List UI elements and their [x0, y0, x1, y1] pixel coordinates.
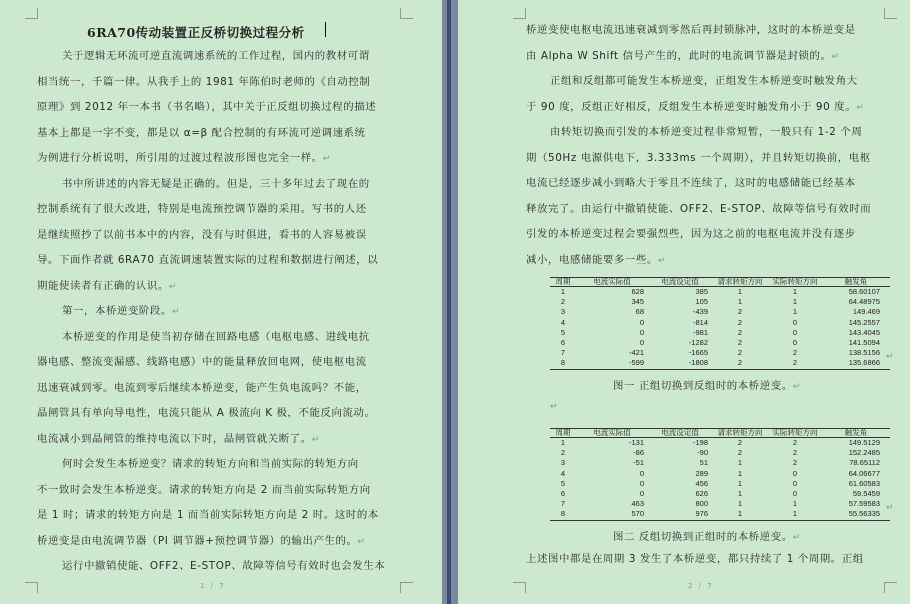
- text-line[interactable]: 导。下面作者就 6RA70 直流调速装置实际的过程和数据进行阐述，以: [37, 254, 379, 266]
- table-cell: 0: [792, 478, 798, 488]
- table-cell: 141.5094: [848, 338, 880, 348]
- corner-mark: [884, 582, 897, 593]
- text-line[interactable]: 本桥逆变的作用是使当初存储在回路电感（电枢电感、进线电抗: [62, 331, 370, 343]
- table-cell: 8: [550, 358, 576, 369]
- table-cell: 0: [792, 317, 798, 327]
- text-cursor: [325, 22, 326, 37]
- table-cell: 58.60107: [848, 287, 880, 296]
- paragraph-mark: ↵: [311, 435, 320, 445]
- table-cell: 345: [631, 297, 644, 307]
- paragraph-mark: ↵: [357, 537, 366, 547]
- table-cell: 4: [560, 317, 566, 327]
- text-line[interactable]: 运行中撤销使能、OFF2、E-STOP、故障等信号有效时也会发生本: [62, 560, 386, 572]
- paragraph-mark: ↵: [792, 533, 801, 543]
- table-cell: 138.5156: [848, 348, 880, 358]
- table-caption[interactable]: 图二 反组切换到正组时的本桥逆变。↵: [613, 531, 801, 543]
- table-row: [550, 438, 890, 449]
- text-line[interactable]: 控制系统有了很大改进，特别是电流预控调节器的采用。写书的人还: [37, 203, 367, 215]
- table-cell: 0: [639, 478, 644, 488]
- table-cell: 68: [635, 307, 644, 317]
- table-cell: 0: [792, 489, 798, 499]
- table-header-row: [550, 278, 890, 287]
- page-divider: [442, 0, 458, 604]
- text-line[interactable]: 于 90 度，反组正好相反，反组发生本桥逆变时触发角小于 90 度。↵: [526, 101, 865, 113]
- table-cell: 385: [695, 287, 708, 296]
- paragraph-mark: ↵: [171, 307, 181, 317]
- table-cell: 2: [792, 448, 798, 458]
- table-cell: -90: [697, 448, 708, 458]
- paragraph-mark: ↵: [831, 52, 840, 62]
- paragraph-mark: ↵: [168, 282, 178, 292]
- text-line[interactable]: 相当统一，千篇一律。从我手上的 1981 年陈伯时老师的《自动控制: [37, 76, 371, 88]
- table-cell: 1: [737, 287, 743, 296]
- table-cell: 61.60583: [848, 478, 880, 488]
- text-line[interactable]: 何时会发生本桥逆变？请求的转矩方向和当前实际的转矩方向: [62, 458, 359, 470]
- table-row: [550, 458, 890, 468]
- text-line[interactable]: 晶闸管具有单向导电性，电流只能从 A 极流向 K 极，不能反向流动。: [37, 407, 376, 419]
- table-cell: 0: [792, 338, 798, 348]
- text-line[interactable]: 期能使读者有正确的认识。↵: [37, 280, 178, 292]
- paragraph-mark: ↵: [792, 382, 801, 392]
- table-cell: 0: [639, 317, 644, 327]
- table-cell: 78.65112: [849, 458, 880, 468]
- column-header: 电流设定值: [648, 429, 712, 438]
- table-row: [550, 479, 890, 489]
- table-cell: -51: [633, 458, 644, 468]
- text-line[interactable]: 书中所讲述的内容无疑是正确的。但是，三十多年过去了现在的: [62, 178, 370, 190]
- table-cell: 57.59583: [848, 499, 880, 509]
- table-cell: -198: [692, 438, 708, 447]
- paragraph-mark: ↵: [322, 154, 331, 164]
- page-number: 2 / 7: [688, 582, 714, 590]
- table-cell: -439: [692, 307, 708, 317]
- table-cell: 0: [639, 327, 644, 337]
- text-line[interactable]: 是继续照抄了以前书本中的内容，没有与时俱进，看书的人容易被误: [37, 229, 367, 241]
- table-cell: 2: [737, 327, 743, 337]
- data-table-2[interactable]: [550, 428, 890, 521]
- text-line[interactable]: 桥逆变是由电流调节器（PI 调节器+预控调节器）的输出产生的。↵: [37, 535, 366, 547]
- table-cell: 1: [737, 478, 743, 488]
- column-header: 请求转矩方向: [712, 429, 768, 438]
- column-header: 触发角: [822, 429, 890, 438]
- table-cell: 626: [695, 489, 708, 499]
- table-cell: 55.56335: [822, 509, 890, 520]
- table-cell: 289: [695, 468, 708, 478]
- table-cell: 143.4045: [848, 327, 880, 337]
- table-cell: 2: [737, 307, 743, 317]
- column-header: 实际转矩方向: [768, 429, 822, 438]
- table-cell: -814: [692, 317, 708, 327]
- table-cell: 463: [631, 499, 644, 509]
- table-cell: 1: [560, 438, 566, 447]
- text-line[interactable]: 减小，电感储能要多一些。↵: [526, 254, 667, 266]
- text-line[interactable]: 器电感、整流变漏感、线路电感）中的能量释放回电网，使电枢电流: [37, 356, 367, 368]
- table-cell: 2: [560, 448, 566, 458]
- table-cell: 2: [768, 358, 822, 369]
- text-line[interactable]: 由转矩切换而引发的本桥逆变过程非常短暂，一般只有 1-2 个周: [550, 126, 863, 138]
- text-line[interactable]: 桥逆变使电枢电流迅速衰减到零然后再封锁脉冲，这时的本桥逆变是: [526, 24, 856, 36]
- table-cell: 135.6866: [822, 358, 890, 369]
- column-header: 电流设定值: [648, 278, 712, 287]
- column-header: 电流实际值: [576, 429, 648, 438]
- text-line[interactable]: 由 Alpha W Shift 信号产生的，此时的电流调节器是封锁的。↵: [526, 50, 840, 62]
- table-cell: 3: [560, 307, 566, 317]
- table-cell: -1665: [688, 348, 708, 358]
- paragraph-mark: ↵: [886, 352, 894, 362]
- table-row: [550, 328, 890, 338]
- corner-mark: [400, 8, 413, 19]
- table-cell: 570: [576, 509, 648, 520]
- corner-mark: [25, 8, 38, 19]
- table-cell: 51: [699, 458, 708, 468]
- column-header: 周期: [550, 429, 576, 438]
- table-cell: -421: [628, 348, 644, 358]
- text-line[interactable]: 原理》到 2012 年一本书（书名略），其中关于正反组切换过程的描述: [37, 101, 377, 113]
- paragraph-mark: ↵: [856, 103, 865, 113]
- table-cell: 1: [560, 287, 566, 296]
- table-cell: -1808: [648, 358, 712, 369]
- table-cell: 2: [737, 438, 743, 447]
- text-line[interactable]: 上述图中都是在周期 3 发生了本桥逆变，都只持续了 1 个周期。正组: [526, 553, 864, 565]
- table-cell: 1: [792, 499, 798, 509]
- table-cell: 0: [639, 489, 644, 499]
- table-cell: 0: [639, 338, 644, 348]
- table-cell: 59.5459: [852, 489, 880, 499]
- document-page-2[interactable]: [458, 0, 910, 604]
- table-row: [550, 448, 890, 458]
- table-header-row: [550, 429, 890, 438]
- text-line[interactable]: 基本上都是一字不变，都是以 α=β 配合控制的有环流可逆调速系统: [37, 127, 366, 139]
- table-row: [550, 318, 890, 328]
- text-line[interactable]: 释放完了。由运行中撤销使能、OFF2、E-STOP、故障等信号有效时而: [526, 203, 872, 215]
- table-cell: 2: [560, 297, 566, 307]
- column-header: 触发角: [822, 278, 890, 287]
- table-row: [550, 358, 890, 369]
- table-cell: 800: [695, 499, 708, 509]
- document-page-1[interactable]: [0, 0, 442, 604]
- table-cell: 149.5129: [848, 438, 880, 447]
- table-cell: 2: [737, 348, 743, 358]
- table-cell: 2: [792, 438, 798, 447]
- corner-mark: [513, 582, 526, 593]
- text-line[interactable]: 关于逻辑无环流可逆直流调速系统的工作过程，国内的教材可谓: [62, 50, 370, 62]
- section-heading[interactable]: 第一，本桥逆变阶段。↵: [62, 305, 181, 317]
- text-line[interactable]: 电流已经逐步减小到略大于零且不连续了，这时的电感储能已经基本: [526, 177, 856, 189]
- corner-mark: [884, 8, 897, 19]
- table-cell: 152.2485: [848, 448, 880, 458]
- table-cell: 456: [695, 478, 708, 488]
- table-cell: 2: [737, 338, 743, 348]
- column-header: 实际转矩方向: [768, 278, 822, 287]
- table-cell: 4: [560, 468, 566, 478]
- table-cell: 64.48975: [848, 297, 880, 307]
- table-cell: 7: [560, 499, 566, 509]
- text-line[interactable]: 正组和反组都可能发生本桥逆变，正组发生本桥逆变时触发角大: [550, 75, 858, 87]
- table-cell: 1: [712, 509, 768, 520]
- text-line[interactable]: 为例进行分析说明，所引用的过渡过程波形图也完全一样。↵: [37, 152, 331, 164]
- corner-mark: [25, 582, 38, 593]
- table-cell: 2: [792, 458, 798, 468]
- column-header: 电流实际值: [576, 278, 648, 287]
- table-cell: 0: [639, 468, 644, 478]
- table-cell: 6: [560, 489, 566, 499]
- table-cell: 1: [768, 509, 822, 520]
- text-line[interactable]: 引发的本桥逆变过程会要强烈些，因为这之前的电枢电流并没有逐步: [526, 228, 856, 240]
- table-caption[interactable]: 图一 正组切换到反组时的本桥逆变。↵: [613, 380, 801, 392]
- table-cell: 1: [737, 489, 743, 499]
- table-cell: 1: [737, 468, 743, 478]
- table-cell: 5: [560, 478, 566, 488]
- table-cell: 149.469: [852, 307, 880, 317]
- data-table-1[interactable]: [550, 277, 890, 370]
- table-row: [550, 499, 890, 509]
- table-cell: 2: [792, 348, 798, 358]
- table-row: [550, 469, 890, 479]
- column-header: 请求转矩方向: [712, 278, 768, 287]
- table-cell: 3: [560, 458, 566, 468]
- table-cell: 1: [737, 499, 743, 509]
- table-cell: 1: [792, 297, 798, 307]
- table-cell: 2: [737, 448, 743, 458]
- table-cell: 2: [737, 317, 743, 327]
- table-row: [550, 287, 890, 298]
- table-cell: 1: [792, 307, 798, 317]
- table-cell: -131: [628, 438, 644, 447]
- table-cell: 8: [550, 509, 576, 520]
- table-cell: -86: [633, 448, 644, 458]
- table-cell: 628: [631, 287, 644, 296]
- table-cell: -1282: [688, 338, 708, 348]
- text-line[interactable]: 期（50Hz 电源供电下，3.333ms 一个周期），并且转矩切换前，电枢: [526, 152, 871, 164]
- paragraph-mark: ↵: [550, 402, 558, 412]
- text-line[interactable]: 电流减小到晶闸管的维持电流以下时，晶闸管就关断了。↵: [37, 433, 320, 445]
- text-line[interactable]: 迅速衰减到零。电流到零后继续本桥逆变，能产生负电流吗？不能，: [37, 382, 367, 394]
- text-line[interactable]: 不一致时会发生本桥逆变。请求的转矩方向是 2 而当前实际转矩方向: [37, 484, 371, 496]
- table-cell: 0: [792, 327, 798, 337]
- table-row: [550, 509, 890, 520]
- table-cell: 1: [737, 458, 743, 468]
- paragraph-mark: ↵: [886, 503, 894, 513]
- table-cell: 7: [560, 348, 566, 358]
- table-cell: 2: [712, 358, 768, 369]
- table-cell: -981: [692, 327, 708, 337]
- table-row: [550, 338, 890, 348]
- table-cell: 5: [560, 327, 566, 337]
- table-cell: 6: [560, 338, 566, 348]
- table-cell: 0: [792, 468, 798, 478]
- column-header: 周期: [550, 278, 576, 287]
- table-cell: 145.2557: [848, 317, 880, 327]
- table-row: [550, 489, 890, 499]
- table-cell: 1: [792, 287, 798, 296]
- table-cell: 64.06677: [848, 468, 880, 478]
- paragraph-mark: ↵: [657, 256, 667, 266]
- table-row: [550, 348, 890, 358]
- page-number: 1 / 7: [200, 582, 226, 590]
- table-row: [550, 297, 890, 307]
- document-title[interactable]: 6RA70传动装置正反桥切换过程分析: [87, 25, 305, 40]
- table-cell: 105: [695, 297, 708, 307]
- corner-mark: [513, 8, 526, 19]
- table-cell: 1: [737, 297, 743, 307]
- table-cell: -599: [576, 358, 648, 369]
- table-row: [550, 307, 890, 317]
- table-cell: 976: [648, 509, 712, 520]
- text-line[interactable]: 是 1 时；请求的转矩方向是 1 而当前实际转矩方向是 2 时。这时的本: [37, 509, 379, 521]
- corner-mark: [400, 582, 413, 593]
